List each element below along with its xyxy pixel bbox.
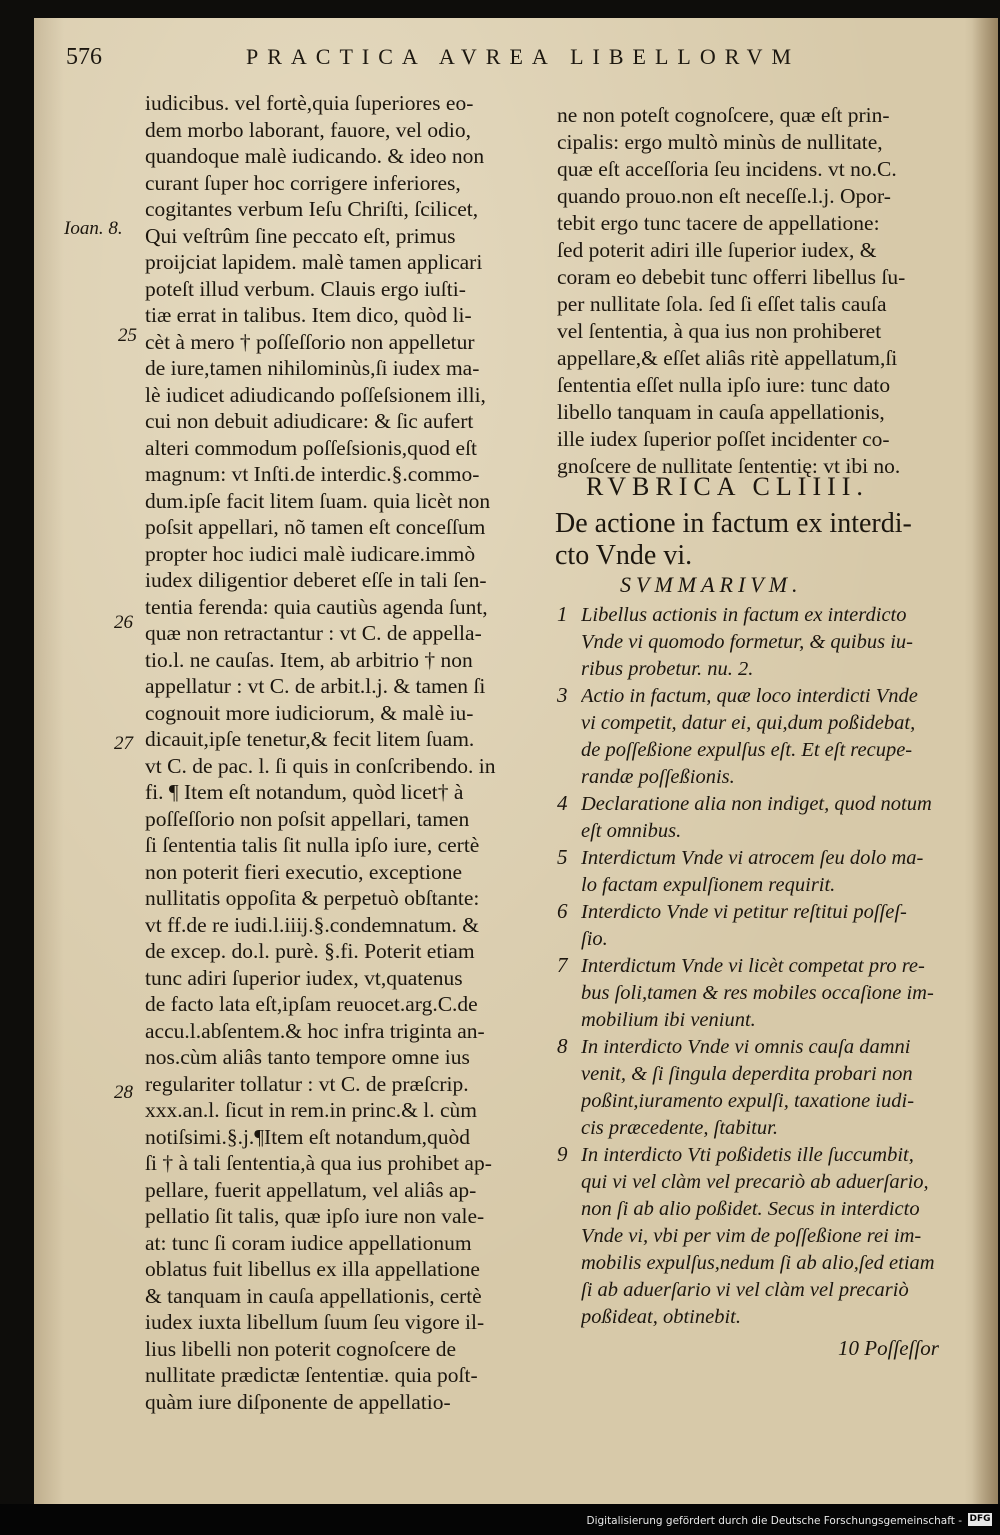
text-line: appellare,& eſſet aliâs ritè appellatum,ſi: [557, 346, 898, 370]
running-title: PRACTICA AVREA LIBELLORVM: [246, 44, 801, 69]
dfg-logo: DFG: [969, 1514, 991, 1524]
text-line: iudicibus. vel fortè,quia ſuperiores eo-: [145, 91, 474, 115]
summary-item: [557, 791, 962, 845]
page-header: [66, 44, 946, 84]
text-line: nullitate prædictæ ſententiæ. quia poſt-: [145, 1363, 478, 1387]
text-line: quando prouo.non eſt neceſſe.l.j. Opor-: [557, 184, 891, 208]
text-line: tebit ergo tunc tacere de appellatione:: [557, 211, 880, 235]
text-line: pellare, fuerit appellatum, vel aliâs ap-: [145, 1177, 477, 1202]
text-line: appellatur : vt C. de arbit.l.j. & tamen ſi: [145, 674, 486, 698]
text-line: ne non poteſt cognoſcere, quæ eſt prin-: [557, 103, 890, 127]
text-line: cui non debuit adiudicare: & ſic aufert: [145, 409, 474, 433]
summary-item-line: Libellus actionis in factum ex interdicto: [581, 604, 907, 626]
text-line: tiæ errat in talibus. Item dico, quòd li-: [145, 303, 472, 327]
summary-item-line: Vnde vi, vbi per vim de poſſeßione rei im-: [581, 1225, 922, 1247]
text-line: tentia ferenda: quia cautiùs agenda ſunt,: [145, 594, 488, 619]
text-line: de iure,tamen nihilominùs,ſi iudex ma-: [145, 356, 480, 380]
summary-item-line: poßideat, obtinebit.: [581, 1306, 741, 1328]
summary-item-number: 3: [557, 683, 568, 707]
summary-item-number: 1: [557, 602, 568, 626]
text-line: iudex iuxta libellum ſuum ſeu vigore il-: [145, 1310, 485, 1334]
text-line: ſi † à tali ſententia,à qua ius prohibet ap-: [145, 1151, 492, 1175]
summary-item-number: 6: [557, 899, 568, 923]
summary-item-line: In interdicto Vnde vi omnis cauſa damni: [581, 1036, 911, 1058]
text-line: de facto lata eſt,ipſam reuocet.arg.C.de: [145, 992, 478, 1016]
rubric-title: RVBRICA CLIIII.: [586, 472, 869, 501]
text-line: & tanquam in cauſa appellationis, certè: [145, 1283, 482, 1308]
summary-item-line: poßint,iuramento expulſi, taxatione iudi-: [581, 1090, 915, 1112]
text-line: ſententia eſſet nulla ipſo iure: tunc dato: [557, 373, 891, 397]
text-line: libello tanquam in cauſa appellationis,: [557, 400, 885, 424]
summary-item-line: vi competit, datur ei, qui,dum poßidebat,: [581, 712, 916, 734]
page-edge-shadow: [972, 18, 998, 1504]
summary-item: [557, 953, 962, 1034]
summary-item-line: Actio in factum, quæ loco interdicti Vnde: [581, 685, 918, 707]
text-line: notiſsimi.§.j.¶Item eſt notandum,quòd: [145, 1124, 471, 1149]
text-line: ſi ſententia talis ſit nulla ipſo iure, certè: [145, 833, 480, 857]
summary-item-line: lo factam expulſionem requirit.: [581, 874, 836, 896]
summary-item-line: venit, & ſi ſingula deperdita probari non: [581, 1063, 913, 1085]
text-line: oblatus fuit libellus ex illa appellatione: [145, 1257, 480, 1281]
text-line: quæ non retractantur : vt C. de appella-: [145, 621, 482, 645]
margin-note-number: 25: [118, 325, 137, 346]
left-text-column: [145, 90, 545, 1415]
text-line: nullitatis oppoſita & perpetuò obſtante:: [145, 886, 480, 910]
summary-item-line: Declaratione alia non indiget, quod notum: [581, 793, 932, 815]
rubric-subtitle-line: cto Vnde vi.: [555, 540, 693, 571]
summary-item-number: 4: [557, 791, 568, 815]
text-line: fi. ¶ Item eſt notandum, quòd licet† à: [145, 780, 464, 804]
summary-item: [557, 899, 962, 953]
text-line: cèt à mero † poſſeſſorio non appelletur: [145, 329, 475, 354]
summary-item-line: qui vi vel clàm vel precariò ab aduerſario,: [581, 1171, 929, 1193]
margin-note-reference: Ioan. 8.: [64, 218, 123, 239]
text-line: propter hoc iudici malè iudicare.immò: [145, 541, 476, 566]
text-line: de excep. do.l. purè. §.fi. Poterit etiam: [145, 939, 475, 963]
text-line: dum.ipſe facit litem ſuam. quia licèt non: [145, 488, 491, 513]
summary-item-line: ſio.: [581, 928, 608, 950]
text-line: magnum: vt Inſti.de interdic.§.commo-: [145, 462, 480, 486]
summary-item-line: bus ſoli,tamen & res mobiles occaſione im-: [581, 982, 934, 1004]
summary-item-line: non ſi ab alio poßidet. Secus in interdicto: [581, 1198, 920, 1220]
text-line: quàm iure diſponente de appellatio-: [145, 1389, 451, 1414]
text-line: regulariter tollatur : vt C. de præſcrip.: [145, 1071, 469, 1096]
text-line: tunc adiri ſuperior iudex, vt,quatenus: [145, 965, 463, 990]
text-line: alteri commodum poſſeſsionis,quod eſt: [145, 435, 478, 460]
summary-item: [557, 683, 962, 791]
summary-item-line: Interdictum Vnde vi licèt competat pro re-: [581, 955, 925, 977]
text-line: non poterit fieri executio, exceptione: [145, 859, 462, 884]
summary-item-line: randæ poſſeßionis.: [581, 766, 735, 788]
summary-item-line: cis præcedente, ſtabitur.: [581, 1117, 779, 1139]
text-line: quandoque malè iudicando. & ideo non: [145, 144, 485, 168]
text-line: pellatio ſit talis, quæ ipſo iure non vale-: [145, 1204, 485, 1228]
catchword: 10 Poſſeſſor: [838, 1336, 939, 1360]
text-line: vel ſententia, à qua ius non prohiberet: [557, 319, 882, 343]
summary-item-line: Interdictum Vnde vi atrocem ſeu dolo ma-: [581, 847, 924, 869]
text-line: accu.l.abſentem.& hoc infra triginta an-: [145, 1018, 485, 1043]
summarium-heading: SVMMARIVM.: [620, 572, 803, 597]
text-line: cipalis: ergo multò minùs de nullitate,: [557, 130, 883, 154]
summary-item-line: mobilium ibi veniunt.: [581, 1009, 756, 1031]
summary-item: [557, 1142, 962, 1331]
text-line: coram eo debebit tunc offerri libellus ſu-: [557, 265, 906, 289]
text-line: poſſeſſorio non poſsit appellari, tamen: [145, 806, 470, 831]
summary-item-line: ſi ab aduerſario vi vel clàm vel precariò: [581, 1279, 909, 1301]
summary-item: [557, 845, 962, 899]
summary-item-number: 5: [557, 845, 568, 869]
rubric-subtitle: [555, 508, 955, 572]
summary-item-number: 7: [557, 953, 568, 977]
footer-credit: Digitalisierung gefördert durch die Deutsche Forschungsgemeinschaft -: [586, 1515, 962, 1527]
text-line: dicauit,ipſe tenetur,& fecit litem ſuam.: [145, 727, 475, 751]
text-line: ſed poterit adiri ille ſuperior iudex, &: [557, 238, 877, 262]
margin-note-number: 27: [114, 733, 133, 754]
summary-item-line: mobilis expulſus,nedum ſi ab alio,ſed etiam: [581, 1252, 935, 1274]
summary-item-line: eſt omnibus.: [581, 820, 682, 842]
text-line: Qui veſtrûm ſine peccato eſt, primus: [145, 223, 456, 248]
summary-item-number: 9: [557, 1142, 568, 1166]
text-line: gnoſcere de nullitate ſententię: vt ibi no.: [557, 454, 901, 478]
text-line: lè iudicet adiudicando poſſeſsionem illi,: [145, 382, 486, 407]
summary-list: [557, 602, 962, 1331]
text-line: poteſt illud verbum. Clauis ergo iuſti-: [145, 276, 466, 301]
text-line: ille iudex ſuperior poſſet incidenter co-: [557, 427, 890, 451]
text-line: cognouit more iudiciorum, & malè iu-: [145, 700, 474, 725]
rubric-subtitle-line: De actione in factum ex interdi-: [555, 508, 912, 539]
text-line: nos.cùm aliâs tanto tempore omne ius: [145, 1045, 470, 1069]
summary-item-line: ribus probetur. nu. 2.: [581, 658, 754, 680]
right-text-column: [557, 102, 957, 480]
summary-item-line: Vnde vi quomodo formetur, & quibus iu-: [581, 631, 913, 653]
text-line: vt C. de pac. l. ſi quis in conſcribendo. in: [145, 753, 496, 778]
text-line: curant ſuper hoc corrigere inferiores,: [145, 170, 461, 195]
summary-item-number: 8: [557, 1034, 568, 1058]
text-line: tio.l. ne cauſas. Item, ab arbitrio † non: [145, 647, 473, 672]
summary-item: [557, 602, 962, 683]
text-line: per nullitate ſola. ſed ſi eſſet talis cauſa: [557, 292, 887, 316]
summary-item: [557, 1034, 962, 1142]
text-line: iudex diligentior deberet eſſe in tali ſen-: [145, 568, 487, 592]
margin-note-number: 26: [114, 612, 133, 633]
text-line: quæ eſt acceſſoria ſeu incidens. vt no.C.: [557, 157, 897, 181]
text-line: xxx.an.l. ſicut in rem.in princ.& l. cùm: [145, 1098, 477, 1122]
text-line: poſsit appellari, nõ tamen eſt conceſſum: [145, 515, 486, 539]
summary-item-line: de poſſeßione expulſus eſt. Et eſt recupe-: [581, 739, 913, 761]
text-line: vt ff.de re iudi.l.iiij.§.condemnatum. &: [145, 912, 479, 937]
summary-item-line: Interdicto Vnde vi petitur reſtitui poſſeſ-: [581, 901, 907, 923]
page-number: 576: [66, 44, 102, 70]
text-line: dem morbo laborant, fauore, vel odio,: [145, 117, 471, 142]
text-line: at: tunc ſi coram iudice appellationum: [145, 1230, 472, 1255]
text-line: lius libelli non poterit cognoſcere de: [145, 1336, 457, 1361]
text-line: cogitantes verbum Ieſu Chriſti, ſcilicet,: [145, 197, 479, 221]
margin-note-number: 28: [114, 1082, 133, 1103]
summary-item-line: In interdicto Vti poßidetis ille ſuccumbit,: [581, 1144, 914, 1166]
text-line: proijciat lapidem. malè tamen applicari: [145, 250, 483, 274]
